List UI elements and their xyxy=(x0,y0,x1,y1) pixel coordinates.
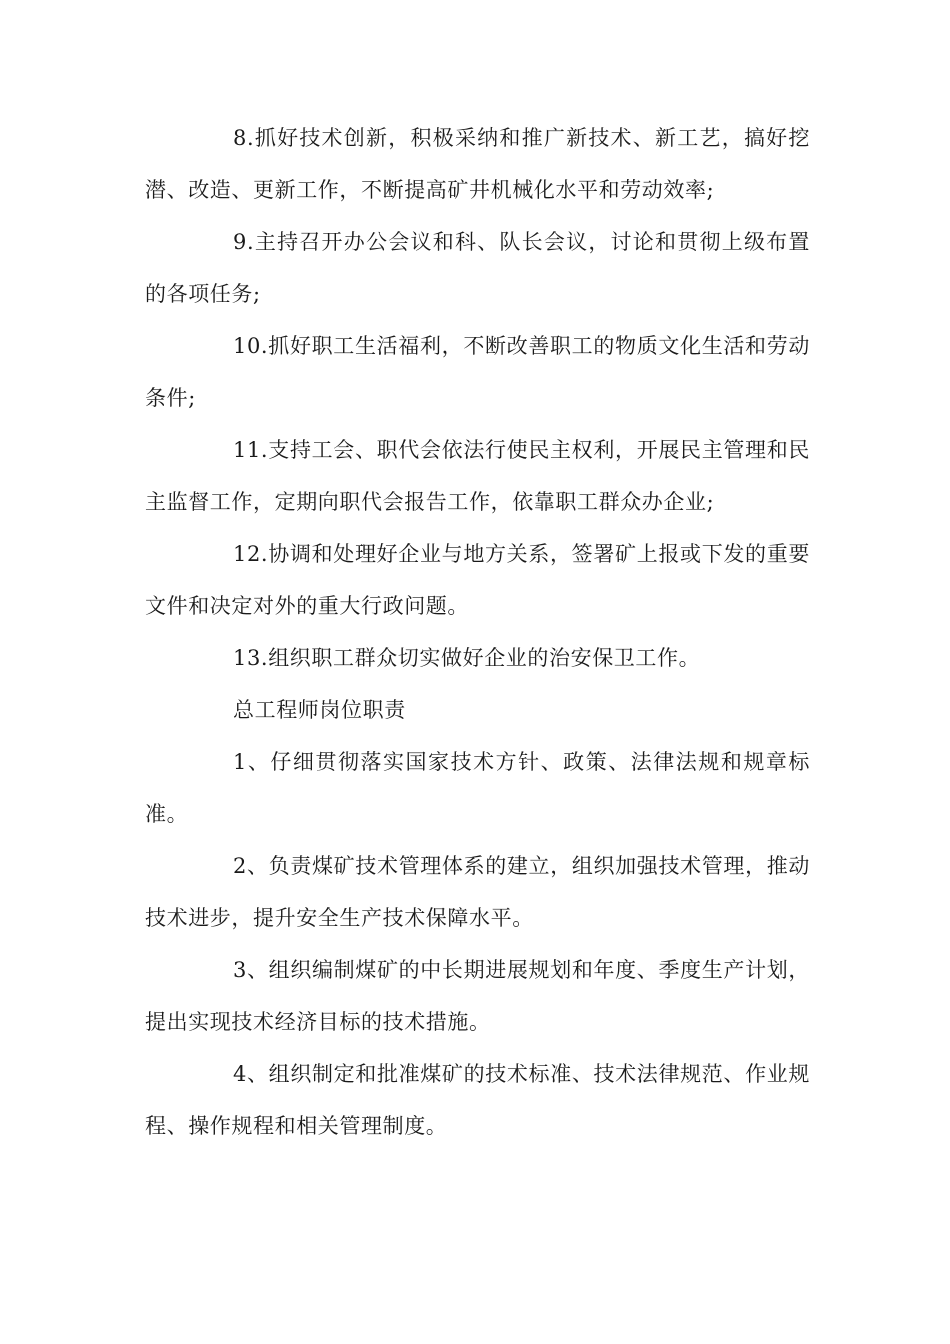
item-10: 10.抓好职工生活福利，不断改善职工的物质文化生活和劳动条件; xyxy=(145,334,810,410)
item-12: 12.协调和处理好企业与地方关系，签署矿上报或下发的重要文件和决定对外的重大行政问题。 xyxy=(145,542,810,618)
item-13: 13.组织职工群众切实做好企业的治安保卫工作。 xyxy=(233,646,701,670)
item-9: 9.主持召开办公会议和科、队长会议，讨论和贯彻上级布置的各项任务; xyxy=(145,230,810,306)
item-8: 8.抓好技术创新，积极采纳和推广新技术、新工艺，搞好挖潜、改造、更新工作，不断提高矿井机械化水平和劳动效率; xyxy=(145,126,810,202)
section-heading: 总工程师岗位职责 xyxy=(233,698,406,722)
item-11: 11.支持工会、职代会依法行使民主权利，开展民主管理和民主监督工作，定期向职代会报告工作，依靠职工群众办企业; xyxy=(145,438,810,514)
duty-4: 4、组织制定和批准煤矿的技术标准、技术法律规范、作业规程、操作规程和相关管理制度。 xyxy=(145,1062,810,1138)
document-body xyxy=(145,112,810,1152)
duty-1: 1、仔细贯彻落实国家技术方针、政策、法律法规和规章标准。 xyxy=(145,750,810,826)
duty-3: 3、组织编制煤矿的中长期进展规划和年度、季度生产计划，提出实现技术经济目标的技术措施。 xyxy=(145,958,810,1034)
duty-2: 2、负责煤矿技术管理体系的建立，组织加强技术管理，推动技术进步，提升安全生产技术保障水平。 xyxy=(145,854,810,930)
